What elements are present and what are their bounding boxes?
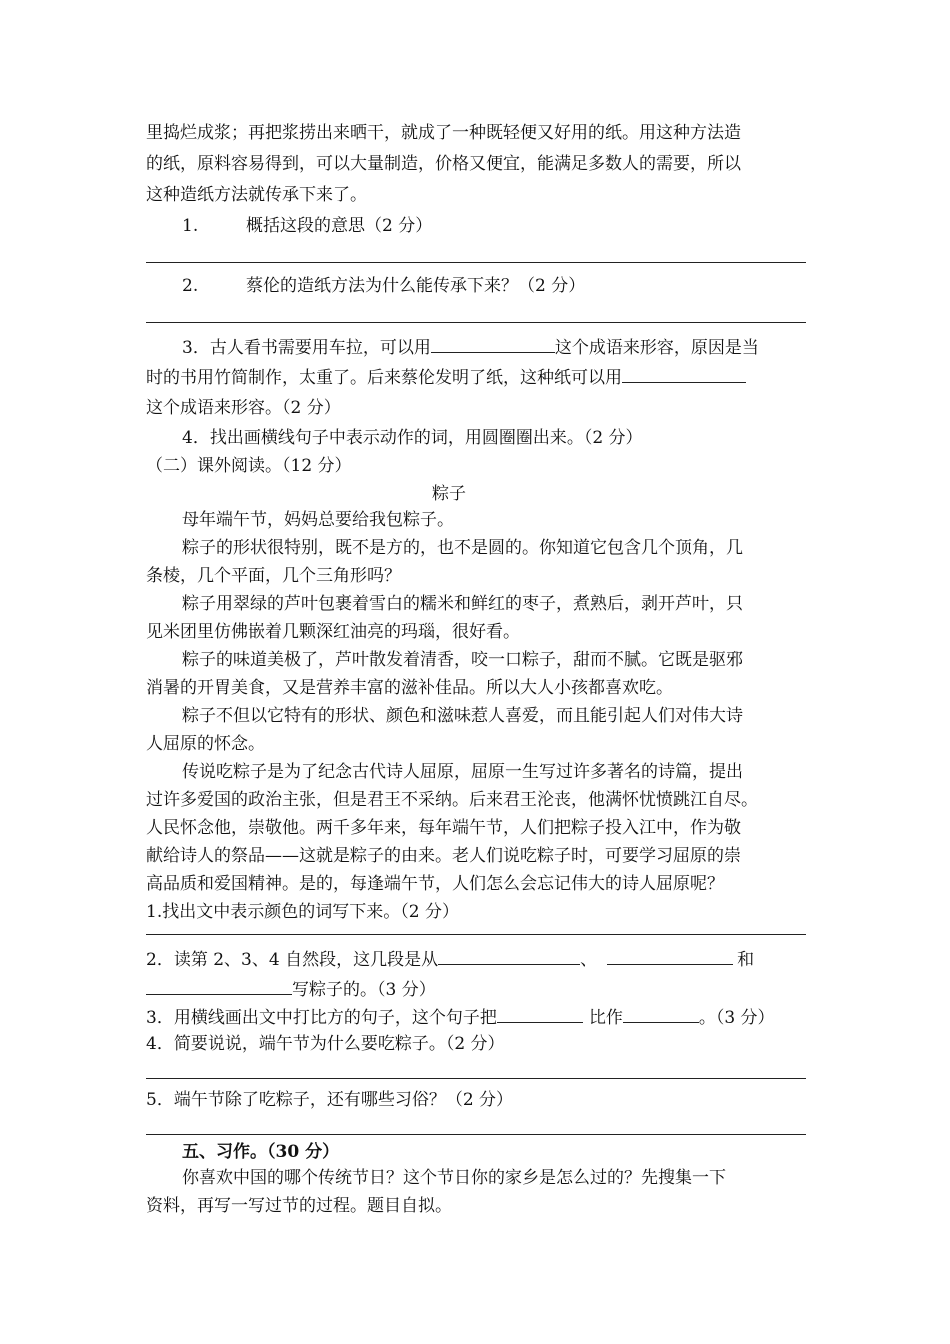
answer-line[interactable] (146, 1078, 806, 1079)
sub-question-5: 5．端午节除了吃粽子，还有哪些习俗？（2 分） (146, 1090, 514, 1110)
separator: 、 (580, 950, 598, 970)
conjunction: 和 (737, 950, 755, 970)
writing-prompt: 你喜欢中国的哪个传统节日？这个节日你的家乡是怎么过的？先搜集一下 (182, 1168, 726, 1188)
story-paragraph: 粽子的味道美极了，芦叶散发着清香，咬一口粽子，甜而不腻。它既是驱邪 (182, 650, 743, 670)
sub-question-3-text: 。（3 分） (698, 1008, 775, 1028)
passage-line: 里捣烂成浆；再把浆捞出来晒干，就成了一种既轻便又好用的纸。用这种方法造 (146, 123, 741, 143)
sub-question-2-line (146, 980, 436, 1000)
passage-line: 这种造纸方法就传承下来了。 (146, 185, 367, 205)
sub-question-1: 1.找出文中表示颜色的词写下来。（2 分） (146, 902, 459, 922)
story-line: 消暑的开胃美食，又是营养丰富的滋补佳品。所以大人小孩都喜欢吃。 (146, 678, 673, 698)
story-line: 人民怀念他，崇敬他。两千多年来，每年端午节，人们把粽子投入江中，作为敬 (146, 818, 741, 838)
story-paragraph: 粽子用翠绿的芦叶包裹着雪白的糯米和鲜红的枣子，煮熟后，剥开芦叶，只 (182, 594, 743, 614)
story-line: 献给诗人的祭品——这就是粽子的由来。老人们说吃粽子时，可要学习屈原的崇 (146, 846, 741, 866)
answer-line[interactable] (146, 1134, 806, 1135)
writing-prompt-line: 资料，再写一写过节的过程。题目自拟。 (146, 1196, 452, 1216)
story-title: 粽子 (432, 484, 466, 504)
sub-question-3-text: 比作 (588, 1008, 623, 1028)
story-paragraph: 粽子的形状很特别，既不是方的，也不是圆的。你知道它包含几个顶角，几 (182, 538, 743, 558)
question-3-text: 3．古人看书需要用车拉，可以用 (182, 338, 431, 358)
sub-question-2-text: 2．读第 2、3、4 自然段，这几段是从 (146, 950, 439, 970)
answer-line[interactable] (146, 262, 806, 263)
sub-question-2-text: 写粽子的。（3 分） (292, 980, 436, 1000)
question-3-text: 这个成语来形容，原因是当 (554, 338, 759, 358)
story-paragraph: 母年端午节，妈妈总要给我包粽子。 (182, 510, 454, 530)
story-line: 见米团里仿佛嵌着几颗深红油亮的玛瑙，很好看。 (146, 622, 520, 642)
question-number: 2. (182, 276, 199, 296)
answer-line[interactable] (146, 322, 806, 323)
question-3-line (146, 368, 746, 388)
section-heading: 五、习作。（30 分） (182, 1142, 340, 1162)
aspect-blank-3[interactable] (146, 980, 292, 995)
sub-question-3 (146, 1008, 775, 1028)
story-paragraph: 粽子不但以它特有的形状、颜色和滋味惹人喜爱，而且能引起人们对伟大诗 (182, 706, 743, 726)
story-line: 高品质和爱国精神。是的，每逢端午节，人们怎么会忘记伟大的诗人屈原呢？ (146, 874, 724, 894)
question-number: 1. (182, 216, 199, 236)
story-paragraph: 传说吃粽子是为了纪念古代诗人屈原，屈原一生写过许多著名的诗篇，提出 (182, 762, 743, 782)
metaphor-blank-1[interactable] (497, 1008, 583, 1023)
passage-line: 的纸，原料容易得到，可以大量制造，价格又便宜，能满足多数人的需要，所以 (146, 154, 741, 174)
question-3-text: 时的书用竹简制作，太重了。后来蔡伦发明了纸，这种纸可以用 (146, 368, 622, 388)
question-1: 概括这段的意思（2 分） (246, 216, 433, 236)
question-3 (182, 338, 759, 358)
aspect-blank-1[interactable] (438, 950, 580, 965)
question-3-line: 这个成语来形容。（2 分） (146, 398, 341, 418)
section-heading: （二）课外阅读。（12 分） (146, 456, 352, 476)
story-line: 人屈原的怀念。 (146, 734, 265, 754)
question-2: 蔡伦的造纸方法为什么能传承下来？（2 分） (246, 276, 586, 296)
sub-question-3-text: 3．用横线画出文中打比方的句子，这个句子把 (146, 1008, 497, 1028)
sub-question-4: 4．简要说说，端午节为什么要吃粽子。（2 分） (146, 1034, 505, 1054)
sub-question-2 (146, 950, 754, 970)
answer-line[interactable] (146, 934, 806, 935)
story-line: 过许多爱国的政治主张，但是君王不采纳。后来君王沦丧，他满怀忧愤跳江自尽。 (146, 790, 758, 810)
idiom-blank-1[interactable] (431, 338, 555, 353)
story-line: 条棱，几个平面，几个三角形吗？ (146, 566, 401, 586)
idiom-blank-2[interactable] (622, 368, 746, 383)
metaphor-blank-2[interactable] (623, 1008, 699, 1023)
question-4: 4．找出画横线句子中表示动作的词，用圆圈圈出来。（2 分） (182, 428, 643, 448)
aspect-blank-2[interactable] (607, 950, 733, 965)
